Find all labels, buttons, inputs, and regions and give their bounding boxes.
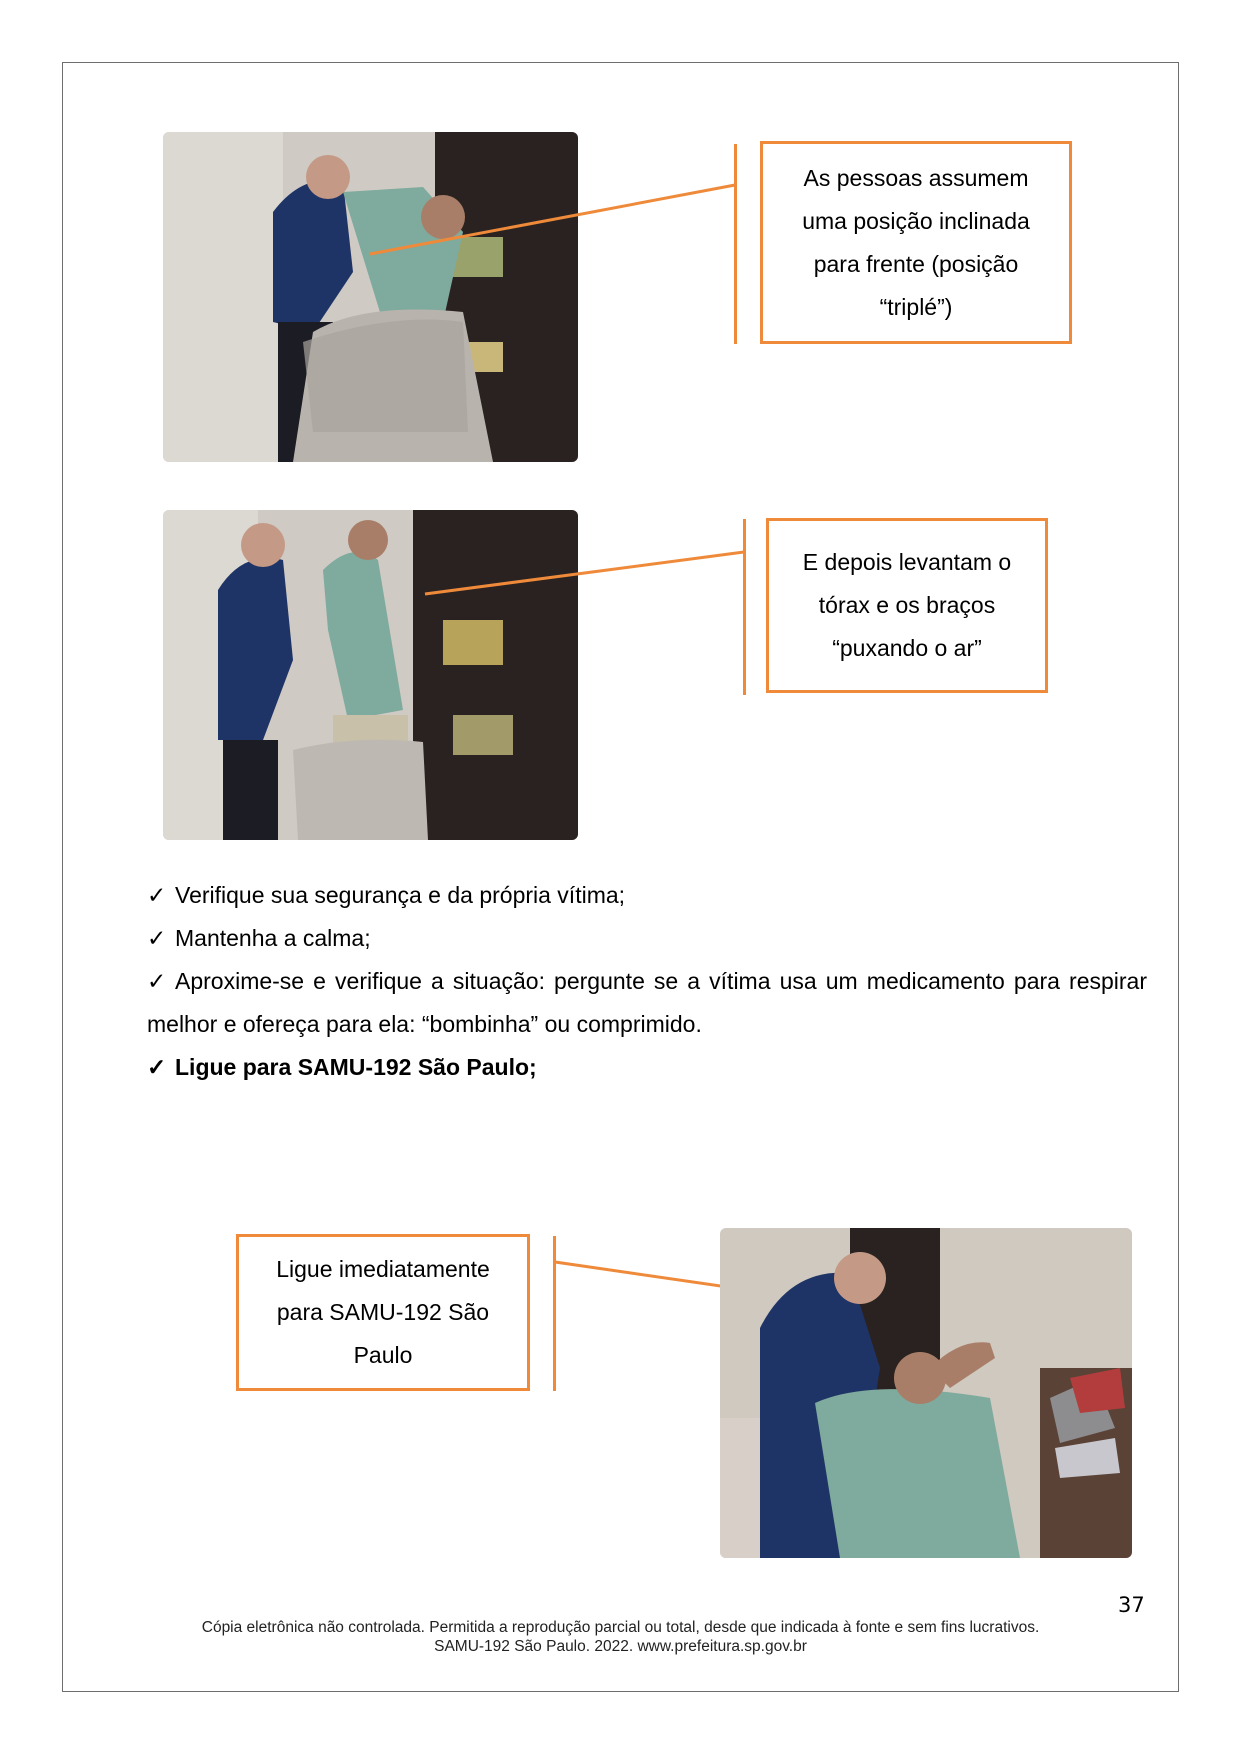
checklist-item: ✓ Ligue para SAMU-192 São Paulo;	[147, 1046, 1147, 1089]
callout-raising-arms: E depois levantam o tórax e os braços “puxando o ar”	[766, 518, 1048, 693]
callout-bracket-2	[743, 519, 746, 695]
check-icon: ✓	[147, 1054, 167, 1080]
check-icon: ✓	[147, 882, 167, 908]
footer	[62, 1618, 1179, 1656]
callout-bracket-3	[553, 1236, 556, 1391]
checklist-item: ✓ Verifique sua segurança e da própria vítima;	[147, 874, 1147, 917]
photo-raising-arms	[163, 510, 578, 840]
photo-calling-samu	[720, 1228, 1132, 1558]
checklist-item: ✓ Aproxime-se e verifique a situação: pergunte se a vítima usa um medicamento para respirar melhor e ofereça para ela: “bombinha” ou comprimido.	[147, 960, 1147, 1046]
page-number: 37	[1118, 1593, 1145, 1617]
photo-tripod-position	[163, 132, 578, 462]
footer-disclaimer: Cópia eletrônica não controlada. Permitida a reprodução parcial ou total, desde que indicada à fonte e sem fins lucrativos.	[201, 1619, 1040, 1636]
check-icon: ✓	[147, 968, 167, 994]
callout-tripod-position: As pessoas assumem uma posição inclinada para frente (posição “triplé”)	[760, 141, 1072, 344]
checklist-item: ✓ Mantenha a calma;	[147, 917, 1147, 960]
footer-source: SAMU-192 São Paulo. 2022. www.prefeitura.sp.gov.br	[434, 1638, 807, 1655]
instruction-checklist	[147, 874, 1147, 1089]
callout-call-samu: Ligue imediatamente para SAMU-192 São Paulo	[236, 1234, 530, 1391]
check-icon: ✓	[147, 925, 167, 951]
callout-bracket-1	[734, 144, 737, 344]
